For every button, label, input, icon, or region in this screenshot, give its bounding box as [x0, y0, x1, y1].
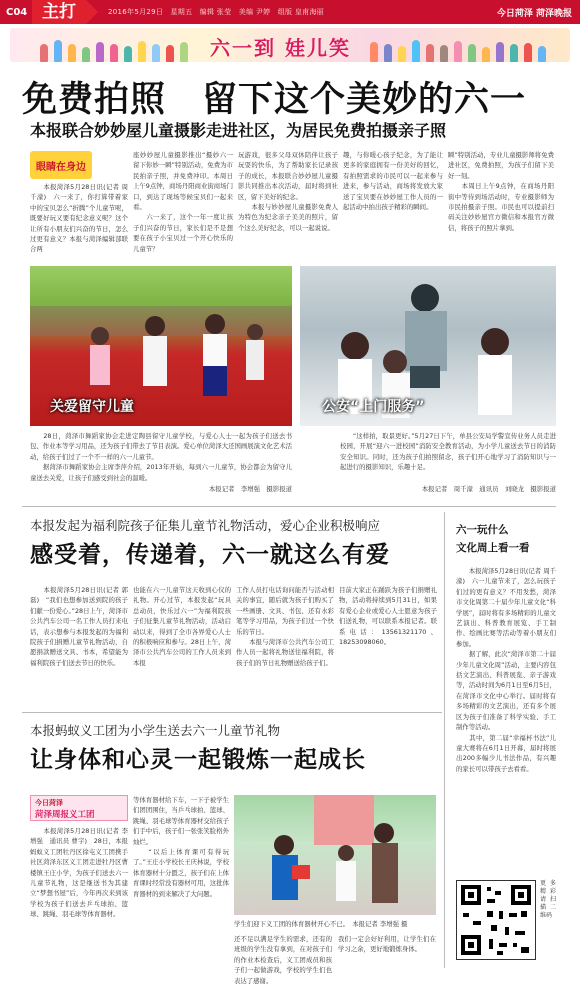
story2-col-4: 目前大家正在踊跃为孩子们捐赠礼物，活动将持续到5月31日，如果有爱心企业或爱心人士愿意为孩子们送礼物，可以联系本报记者。联系电话：13561321170、18253098060。	[339, 586, 437, 647]
banner-title: 六一到 娃儿笑	[210, 36, 351, 60]
sidebar-divider	[444, 512, 445, 968]
lead-col-5: 瞬”特别活动，专业儿童摄影师将免费进社区，免费拍照，为孩子们留下美好一刻。 本周日上午9点钟，在商场丹阳街中等待到场活动时，专业摄影师为市民拍摄亲子照。市民也可以提前扫码关注妙妙屋官方微信和本报官方微信，将孩子的照片拿到。	[448, 151, 554, 232]
story3-col-3: 还不足以满足学生的需求，还有的班级的学生没有拿到，在对孩子们的作业本检查后，义工团成员和孩子们一起做游戏，学校的学生们也表达了感谢。	[234, 935, 332, 985]
sidebar-text: 本报菏泽5月28日讯(记者 周千濛) 六一儿童节来了，怎么玩孩子们过的更有意义？不用发愁，菏泽市文化周第二十届少年儿童文化“科学展”，届时将有多场精彩的儿童文艺演出、科普教育展览、手工制作、绘画比赛等活动等着小朋友们参加。 据了解，此次“菏泽市第二十届少年儿童文化周”活动，主要内容包括文艺演出、科普展览、亲子游戏等，活动时间为6月1日至6月5日，在菏泽市文化中心举行。届时将有多场精彩的文艺演出，还有多个展区为孩子们准备了科学实验、手工制作等活动。 其中，第二届“幸福杯书法”儿童大赛将在6月1日开幕，届时将展出200多幅少儿书法作品，有兴趣的家长可以带孩子去看看。	[456, 567, 556, 773]
photo-right-credit: 本报记者 周千濛 通讯员 刘晓龙 摄影报道	[421, 485, 556, 493]
volunteers-photo-illustration	[234, 795, 436, 915]
photo-left-caption: 关爱留守儿童	[50, 399, 134, 415]
lead-col-2: 座妙妙屋儿童摄影推出“摄妙六一 留下你妙一瞬”特别活动，免费为市民拍亲子照，并免费冲印。本周日上午9点钟，商场丹阳商业街商场门口，到达了现场等候宝贝们一起来看。 六一来了，这个一年一度让孩子们兴奋的节日，家长们是不是想要在孩子小宝贝过一个开心快乐的儿童节？	[133, 151, 233, 253]
lead-col-3: 玩游戏，很多父母双休陪伴让孩子玩耍的快乐，为了帮助家长记录孩子的成长，本报联合妙妙屋儿童摄影共同推出本次活动，届时将到社区，留下美好的纪念。 本报与妙妙屋儿童摄影免费人为特色为纪念亲子美美的照片，留个这么美好纪念，可以一起说说。	[238, 151, 338, 232]
photo-left-credit: 本报记者 李增强 摄影报道	[208, 485, 292, 493]
qr-code[interactable]	[456, 880, 536, 960]
story3-subheadline: 本报蚂蚁义工团为小学生送去六一儿童节礼物	[30, 723, 281, 738]
story2-col-3: 工作人员打电话询问能否与活动相关的事宜，随后就为孩子们购买了一些画册、文具、书包、还有水彩笔等学习用品，为孩子们过一个快乐的节日。 本报与菏泽市公共汽车公司工作人员一起将礼物送往福利院，将孩子们的节日礼物赠送给孩子们。	[236, 586, 334, 667]
story3-col-4: 我们一定会好好利用，让学生们在学习之余，更好地锻炼身体。	[338, 935, 436, 954]
section-arrow-icon	[86, 0, 98, 24]
section-title: 主打	[32, 0, 86, 24]
divider-2	[22, 712, 442, 713]
lead-col-1: 本报菏泽5月28日讯(记者 周千濛) 六一来了，你打算带着家中的宝贝怎么“折腾”个儿童节呢，既要好玩又要有纪念意义呢？这个让所有小朋友们兴奋的节日，怎么过更有意义？本报与菏泽编辑部联合两	[30, 183, 128, 254]
qr-code-icon	[457, 881, 535, 959]
photo-left-text: 28日，菏泽市舞蹈家协会走进定陶县留守儿童学校，与爱心人士一起为孩子们送去书包、作业本等学习用品，还为孩子们带去了节目表演。爱心单位菏泽大还国画展演文化艺术活动，给孩子们过了一个不一样的六一儿童节。 据菏泽市舞蹈家协会主席李萍介绍，2013年开始，每到六一儿童节，协会都会为留守儿童送去关爱，让孩子们感受到社会的温暖。	[30, 432, 293, 482]
header-meta: 2016年5月29日 星期五 编辑 张莹 美编 尹婷 组版 皇甫海丽	[108, 8, 325, 16]
volunteer-logo-title: 菏泽周报义工团	[35, 810, 95, 820]
column-badge: 眼睛在身边	[30, 151, 92, 179]
sidebar-title-2: 文化周上看一看	[456, 542, 530, 554]
photo-right-police	[300, 266, 556, 426]
lead-headline: 免费拍照 留下这个美妙的六一	[22, 80, 527, 120]
story2-subheadline: 本报发起为福利院孩子征集儿童节礼物活动，爱心企业积极响应	[30, 518, 381, 533]
photo-right-caption: 公安“上门服务”	[322, 399, 425, 415]
masthead-logo: 今日菏泽 菏泽晚报	[496, 8, 572, 19]
page-code: C04	[6, 6, 28, 18]
story3-headline: 让身体和心灵一起锻炼一起成长	[30, 747, 366, 773]
header-bar	[0, 0, 580, 24]
story2-col-2: 也能在六一儿童节这天收到心仪的礼物。开心过节，本报发起“玩具总动员，快乐过六一”为福利院孩子们征集儿童节礼物活动，活动启动以来，得到了全市各界爱心人士的积极响应和参与。28日上午，菏泽市公共汽车公司的工作人员来到本报	[133, 586, 231, 667]
story3-col-2: 等体育器材给下车，一下子被学生们团团围住，当乒乓球拍、篮球、跳绳、羽毛球等体育器材交给孩子们手中后，孩子们一张张笑脸格外灿烂。 “以后上体育课可有得玩了。”王庄小学校长王庆林说，学校体育器材十分匮乏，孩子们在上体育课时经常没有器材可用，这批体育器材的到来解决了大问题。	[133, 796, 229, 898]
volunteer-logo-brand: 今日菏泽	[35, 799, 63, 807]
divider-1	[22, 506, 556, 507]
photo-left-children	[30, 266, 292, 426]
holiday-banner	[10, 28, 570, 62]
story3-photo	[234, 795, 436, 915]
story2-headline: 感受着，传递着，六一就这么有爱	[30, 542, 390, 568]
story3-photo-caption: 学生们迎下义工团的体育器材开心不已。 本报记者 李增强 摄	[234, 920, 408, 928]
sidebar-title-1: 六一玩什么	[456, 524, 509, 536]
story2-col-1: 本报菏泽5月28日讯(记者 郭磊) “我们也想参加送到院的孩子们献一份爱心。”28日上午，菏泽市公共汽车公司一名工作人员打来电话，表示想参与本报发起的为福利院孩子们捐赠儿童节礼物活动，自愿捐款赠送文具、书本，希望能为福利院孩子们送去节日的快乐。	[30, 586, 128, 667]
lead-col-4: 趣，与你暖心孩子纪念，为了能让更多的家庭拥有一份美好的回忆，有拍照需求的市民可以一起来参与进来，参与活动，商场将发放大家送了宝贝要在妙妙屋工作人员的一起活动中拍出孩子精彩的瞬间。	[343, 151, 443, 212]
volunteer-logo	[30, 795, 128, 821]
photo-right-text: “这样拍，取景更好。”5月27日下午，单县公安局学警宣传业务人员走进校园，开展“迎六一进校园”消防安全教育活动，为小学儿童送去节日的消防安全知识。同时，还为孩子们拍照留念，孩子们开心地学习了消防知识与一起进行的摄影知识，乐趣十足。	[340, 432, 556, 472]
lead-subheadline: 本报联合妙妙屋儿童摄影走进社区，为居民免费拍摄亲子照	[30, 121, 447, 140]
qr-label: 更多精彩 请扫描二维码	[540, 880, 558, 919]
story3-col-1: 本报菏泽5月28日讯(记者 李增强 通讯员 曹宇) 28日，本报蚂蚁义工团牡丹区徐屯义工团携手社区菏泽东区义工团走进牡丹区曹楼镇王庄小学，为孩子们送去六一儿童节礼物，这是继送书为其建立“梦想书屋”后，今年再次来到该学校为孩子们送去乒乓球拍、篮球、跳绳、羽毛球等体育器材。	[30, 827, 128, 919]
